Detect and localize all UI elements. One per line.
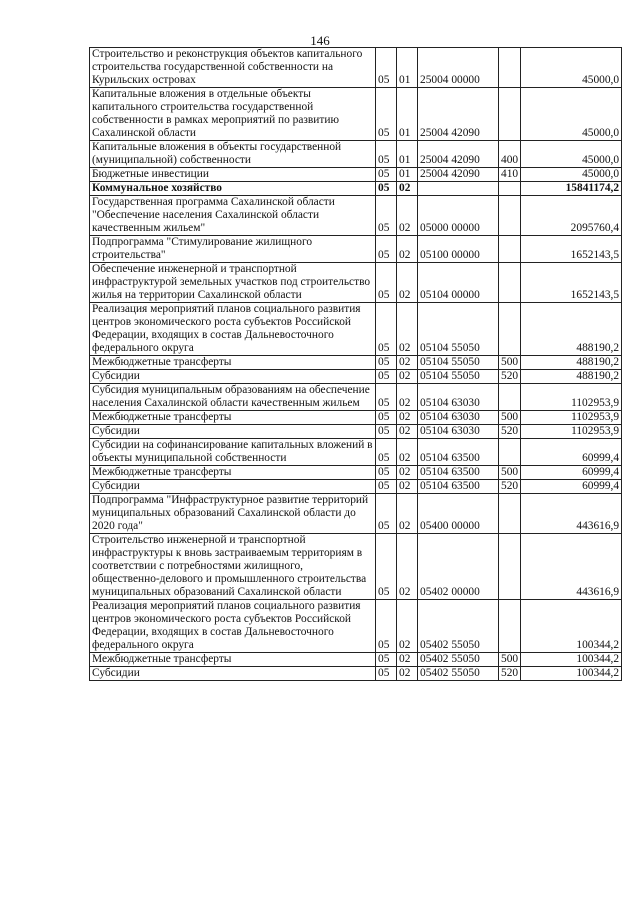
section-code-cell: 05 [376,303,397,356]
item-name-cell: Строительство и реконструкция объектов капитального строительства государственной собственности на Курильских островах [90,48,376,88]
subsection-code-cell: 02 [397,370,418,384]
section-code-cell: 05 [376,653,397,667]
table-row [90,236,622,263]
amount-cell: 443616,9 [521,494,622,534]
item-name-cell: Межбюджетные трансферты [90,653,376,667]
amount-cell: 100344,2 [521,653,622,667]
item-name-cell: Реализация мероприятий планов социального развития центров экономического роста субъектов Российской Федерации, входящих в состав Дальневосточного федерального округа [90,600,376,653]
item-name-cell: Субсидии [90,370,376,384]
subsection-code-cell: 01 [397,88,418,141]
item-name-cell: Субсидии на софинансирование капитальных вложений в объекты муниципальной собственности [90,439,376,466]
expense-type-code-cell: 500 [499,466,521,480]
subsection-code-cell: 02 [397,263,418,303]
table-row [90,356,622,370]
expense-type-code-cell [499,303,521,356]
section-code-cell: 05 [376,370,397,384]
subsection-code-cell: 02 [397,600,418,653]
amount-cell: 1102953,9 [521,411,622,425]
amount-cell: 60999,4 [521,466,622,480]
amount-cell: 45000,0 [521,168,622,182]
table-row [90,384,622,411]
amount-cell: 488190,2 [521,356,622,370]
section-code-cell: 05 [376,411,397,425]
item-name-cell: Коммунальное хозяйство [90,182,376,196]
section-code-cell: 05 [376,466,397,480]
section-code-cell: 05 [376,141,397,168]
subsection-code-cell: 02 [397,653,418,667]
subsection-code-cell: 02 [397,182,418,196]
item-name-cell: Капитальные вложения в объекты государственной (муниципальной) собственности [90,141,376,168]
amount-cell: 100344,2 [521,667,622,681]
amount-cell: 60999,4 [521,439,622,466]
target-article-code-cell: 05100 00000 [418,236,499,263]
table-row [90,303,622,356]
amount-cell: 1652143,5 [521,263,622,303]
target-article-code-cell: 05104 63500 [418,466,499,480]
target-article-code-cell: 05104 63500 [418,439,499,466]
amount-cell: 488190,2 [521,303,622,356]
target-article-code-cell: 05402 55050 [418,667,499,681]
subsection-code-cell: 01 [397,141,418,168]
section-code-cell: 05 [376,236,397,263]
section-code-cell: 05 [376,384,397,411]
subsection-code-cell: 01 [397,168,418,182]
amount-cell: 15841174,2 [521,182,622,196]
section-code-cell: 05 [376,480,397,494]
expense-type-code-cell [499,88,521,141]
table-row [90,480,622,494]
table-row [90,534,622,600]
section-code-cell: 05 [376,263,397,303]
item-name-cell: Капитальные вложения в отдельные объекты капитального строительства государственной собственности в рамках мероприятий по развитию Сахалинской области [90,88,376,141]
section-code-cell: 05 [376,534,397,600]
amount-cell: 100344,2 [521,600,622,653]
subsection-code-cell: 01 [397,48,418,88]
target-article-code-cell: 05104 55050 [418,370,499,384]
item-name-cell: Подпрограмма "Инфраструктурное развитие территорий муниципальных образований Сахалинской области до 2020 года" [90,494,376,534]
table-row [90,168,622,182]
subsection-code-cell: 02 [397,411,418,425]
subsection-code-cell: 02 [397,439,418,466]
table-row [90,439,622,466]
budget-table-body [90,48,622,681]
target-article-code-cell: 05104 55050 [418,356,499,370]
target-article-code-cell: 05400 00000 [418,494,499,534]
expense-type-code-cell: 400 [499,141,521,168]
expense-type-code-cell: 520 [499,425,521,439]
subsection-code-cell: 02 [397,480,418,494]
section-code-cell: 05 [376,425,397,439]
table-row [90,466,622,480]
target-article-code-cell: 05000 00000 [418,196,499,236]
expense-type-code-cell: 520 [499,480,521,494]
target-article-code-cell: 05402 55050 [418,653,499,667]
section-code-cell: 05 [376,168,397,182]
target-article-code-cell: 25004 42090 [418,168,499,182]
subsection-code-cell: 02 [397,303,418,356]
section-code-cell: 05 [376,356,397,370]
item-name-cell: Государственная программа Сахалинской области "Обеспечение населения Сахалинской области качественным жильем" [90,196,376,236]
expense-type-code-cell [499,182,521,196]
table-row [90,370,622,384]
target-article-code-cell: 25004 00000 [418,48,499,88]
target-article-code-cell: 05104 63500 [418,480,499,494]
section-code-cell: 05 [376,196,397,236]
subsection-code-cell: 02 [397,356,418,370]
subsection-code-cell: 02 [397,196,418,236]
amount-cell: 443616,9 [521,534,622,600]
expense-type-code-cell [499,236,521,263]
target-article-code-cell: 05104 63030 [418,411,499,425]
item-name-cell: Субсидии [90,667,376,681]
table-row [90,182,622,196]
page-number: 146 [310,33,330,48]
section-code-cell: 05 [376,88,397,141]
subsection-code-cell: 02 [397,425,418,439]
target-article-code-cell: 05402 55050 [418,600,499,653]
amount-cell: 45000,0 [521,141,622,168]
section-code-cell: 05 [376,439,397,466]
item-name-cell: Межбюджетные трансферты [90,466,376,480]
table-row [90,141,622,168]
section-code-cell: 05 [376,494,397,534]
subsection-code-cell: 02 [397,466,418,480]
target-article-code-cell: 05104 00000 [418,263,499,303]
item-name-cell: Субсидии [90,480,376,494]
table-row [90,196,622,236]
item-name-cell: Бюджетные инвестиции [90,168,376,182]
section-code-cell: 05 [376,667,397,681]
subsection-code-cell: 02 [397,494,418,534]
subsection-code-cell: 02 [397,384,418,411]
target-article-code-cell: 05104 55050 [418,303,499,356]
item-name-cell: Подпрограмма "Стимулирование жилищного строительства" [90,236,376,263]
expense-type-code-cell: 500 [499,356,521,370]
amount-cell: 488190,2 [521,370,622,384]
expense-type-code-cell [499,384,521,411]
item-name-cell: Реализация мероприятий планов социального развития центров экономического роста субъектов Российской Федерации, входящих в состав Дальневосточного федерального округа [90,303,376,356]
table-row [90,48,622,88]
subsection-code-cell: 02 [397,667,418,681]
budget-table [89,47,622,681]
target-article-code-cell [418,182,499,196]
table-row [90,263,622,303]
expense-type-code-cell [499,600,521,653]
amount-cell: 45000,0 [521,48,622,88]
item-name-cell: Строительство инженерной и транспортной инфраструктуры к вновь застраиваемым территориям в соответствии с потребностями жилищного, общественно-делового и промышленного строительства муниципальных образований Сахалинской области [90,534,376,600]
expense-type-code-cell [499,494,521,534]
expense-type-code-cell: 500 [499,653,521,667]
amount-cell: 1102953,9 [521,384,622,411]
item-name-cell: Обеспечение инженерной и транспортной инфраструктурой земельных участков под строительство жилья на территории Сахалинской области [90,263,376,303]
amount-cell: 60999,4 [521,480,622,494]
expense-type-code-cell: 520 [499,370,521,384]
target-article-code-cell: 05104 63030 [418,425,499,439]
table-row [90,653,622,667]
expense-type-code-cell [499,263,521,303]
amount-cell: 1102953,9 [521,425,622,439]
subsection-code-cell: 02 [397,534,418,600]
expense-type-code-cell [499,48,521,88]
amount-cell: 1652143,5 [521,236,622,263]
expense-type-code-cell [499,534,521,600]
expense-type-code-cell [499,196,521,236]
item-name-cell: Субсидии [90,425,376,439]
section-code-cell: 05 [376,600,397,653]
expense-type-code-cell: 410 [499,168,521,182]
target-article-code-cell: 05104 63030 [418,384,499,411]
item-name-cell: Субсидия муниципальным образованиям на обеспечение населения Сахалинской области качественным жильем [90,384,376,411]
target-article-code-cell: 05402 00000 [418,534,499,600]
expense-type-code-cell: 500 [499,411,521,425]
table-row [90,600,622,653]
table-row [90,667,622,681]
subsection-code-cell: 02 [397,236,418,263]
target-article-code-cell: 25004 42090 [418,88,499,141]
expense-type-code-cell [499,439,521,466]
section-code-cell: 05 [376,182,397,196]
item-name-cell: Межбюджетные трансферты [90,356,376,370]
item-name-cell: Межбюджетные трансферты [90,411,376,425]
table-row [90,411,622,425]
target-article-code-cell: 25004 42090 [418,141,499,168]
table-row [90,494,622,534]
section-code-cell: 05 [376,48,397,88]
table-row [90,425,622,439]
amount-cell: 2095760,4 [521,196,622,236]
table-row [90,88,622,141]
amount-cell: 45000,0 [521,88,622,141]
expense-type-code-cell: 520 [499,667,521,681]
